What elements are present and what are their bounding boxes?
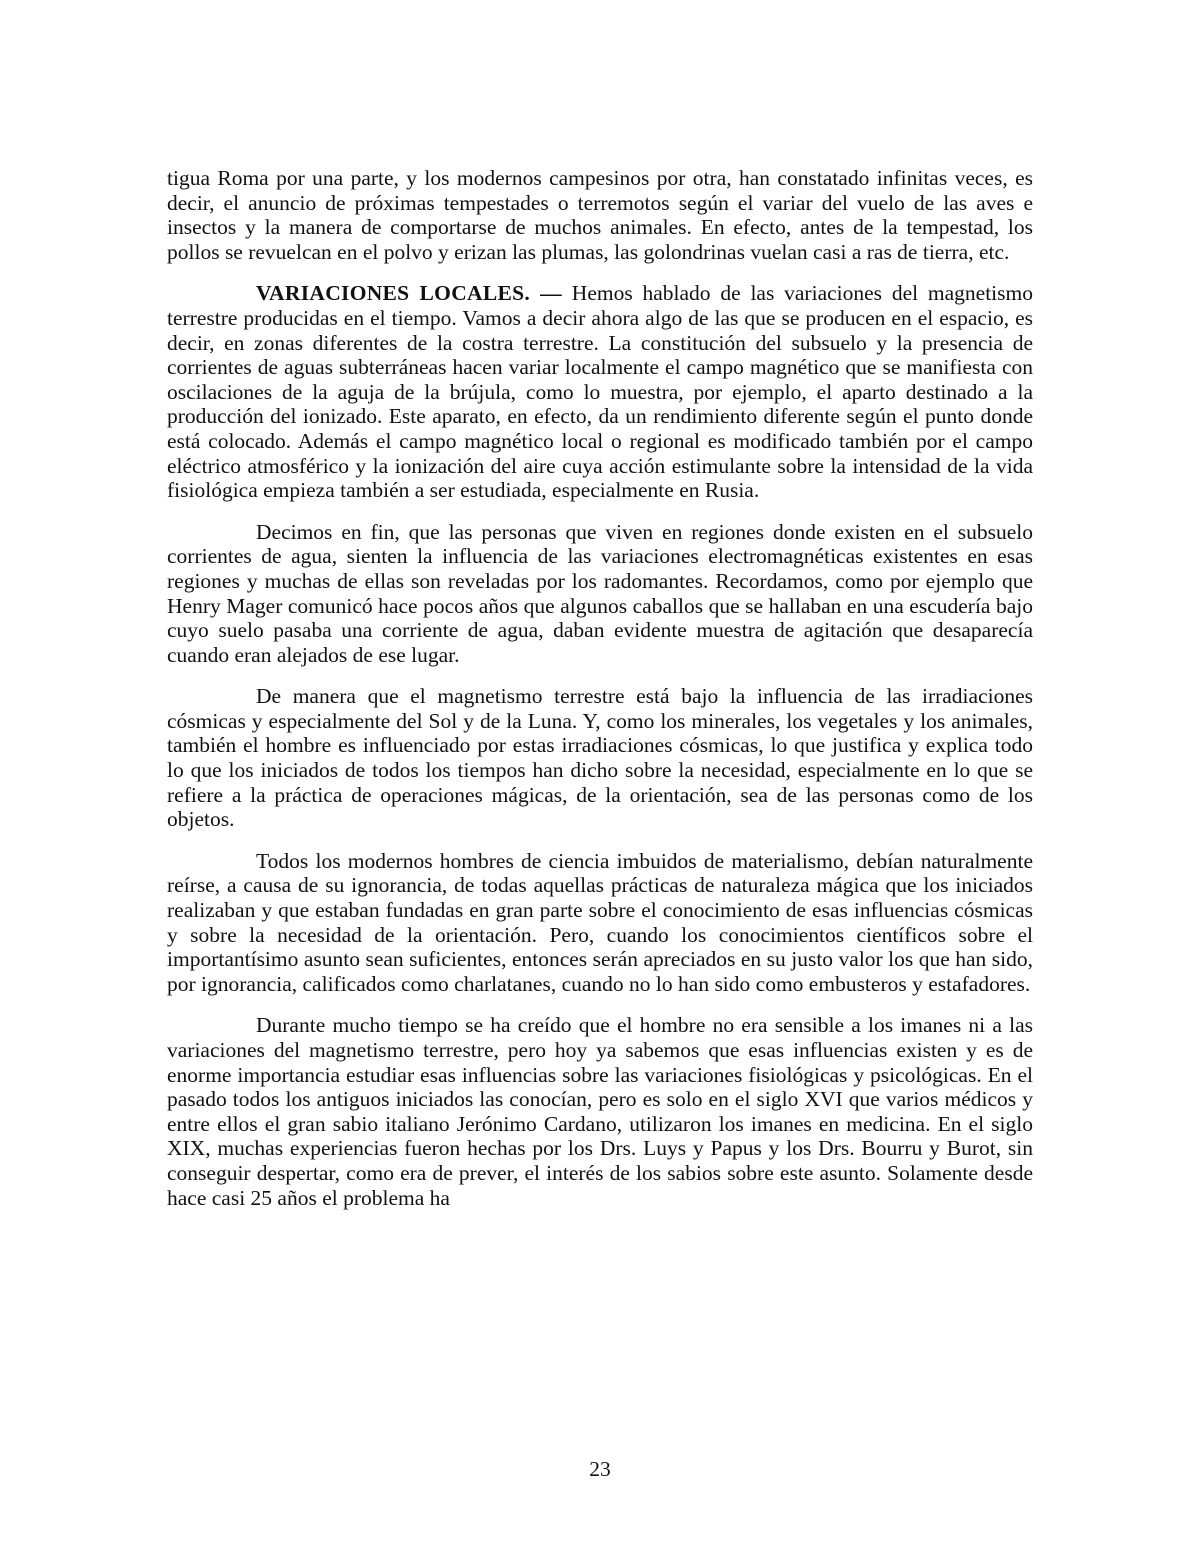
paragraph-decimos: Decimos en fin, que las personas que viven en regiones donde existen en el subsuelo corrientes de agua, sienten la influencia de las variaciones electromagnéticas existentes en esas regiones y muchas de ellas son reveladas por los radomantes. Recordamos, como por ejemplo que Henry Mager comunicó hace pocos años que algunos caballos que se hallaban en una escudería bajo cuyo suelo pasaba una corriente de agua, daban evidente muestra de agitación que desaparecía cuando eran alejados de ese lugar. — [167, 519, 1033, 667]
paragraph-variaciones-locales — [167, 281, 1033, 502]
paragraph-continuation: tigua Roma por una parte, y los modernos campesinos por otra, han constatado infinitas veces, es decir, el anuncio de próximas tempestades o terremotos según el variar del vuelo de las aves e insectos y la manera de comportarse de muchos animales. En efecto, antes de la tempestad, los pollos se revuelcan en el polvo y erizan las plumas, las golondrinas vuelan casi a ras de tierra, etc. — [167, 166, 1033, 264]
paragraph-text: Hemos hablado de las variaciones del magnetismo terrestre producidas en el tiempo. Vamos a decir ahora algo de las que se producen en el espacio, es decir, en zonas diferentes de la costra terrestre. La constitución del subsuelo y la presencia de corrientes de aguas subterráneas hacen variar localmente el campo magnético que se manifiesta con oscilaciones de la aguja de la brújula, como lo muestra, por ejemplo, el aparto destinado a la producción del ionizado. Este aparato, en efecto, da un rendimiento diferente según el punto donde está colocado. Además el campo magnético local o regional es modificado también por el campo eléctrico atmosférico y la ionización del aire cuya acción estimulante sobre la intensidad de la vida fisiológica empieza también a ser estudiada, especialmente en Rusia. — [167, 281, 1033, 503]
section-heading: VARIACIONES LOCALES. — — [256, 281, 562, 306]
paragraph-hombres-ciencia: Todos los modernos hombres de ciencia imbuidos de materialismo, debían naturalmente reírse, a causa de su ignorancia, de todas aquellas prácticas de naturaleza mágica que los iniciados realizaban y que estaban fundadas en gran parte sobre el conocimiento de esas influencias cósmicas y sobre la necesidad de la orientación. Pero, cuando los conocimientos científicos sobre el importantísimo asunto sean suficientes, entonces serán apreciados en su justo valor los que han sido, por ignorancia, calificados como charlatanes, cuando no lo han sido como embusteros y estafadores. — [167, 848, 1033, 996]
paragraph-magnetismo: De manera que el magnetismo terrestre está bajo la influencia de las irradiaciones cósmicas y especialmente del Sol y de la Luna. Y, como los minerales, los vegetales y los animales, también el hombre es influenciado por estas irradiaciones cósmicas, lo que justifica y explica todo lo que los iniciados de todos los tiempos han dicho sobre la necesidad, especialmente en lo que se refiere a la práctica de operaciones mágicas, de la orientación, sea de las personas como de los objetos. — [167, 684, 1033, 832]
page-body — [167, 166, 1033, 1227]
paragraph-imanes: Durante mucho tiempo se ha creído que el hombre no era sensible a los imanes ni a las variaciones del magnetismo terrestre, pero hoy ya sabemos que esas influencias existen y es de enorme importancia estudiar esas influencias sobre las variaciones fisiológicas y psicológicas. En el pasado todos los antiguos iniciados las conocían, pero es solo en el siglo XVI que varios médicos y entre ellos el gran sabio italiano Jerónimo Cardano, utilizaron los imanes en medicina. En el siglo XIX, muchas experiencias fueron hechas por los Drs. Luys y Papus y los Drs. Bourru y Burot, sin conseguir despertar, como era de prever, el interés de los sabios sobre este asunto. Solamente desde hace casi 25 años el problema ha — [167, 1013, 1033, 1210]
page-number: 23 — [589, 1457, 611, 1481]
